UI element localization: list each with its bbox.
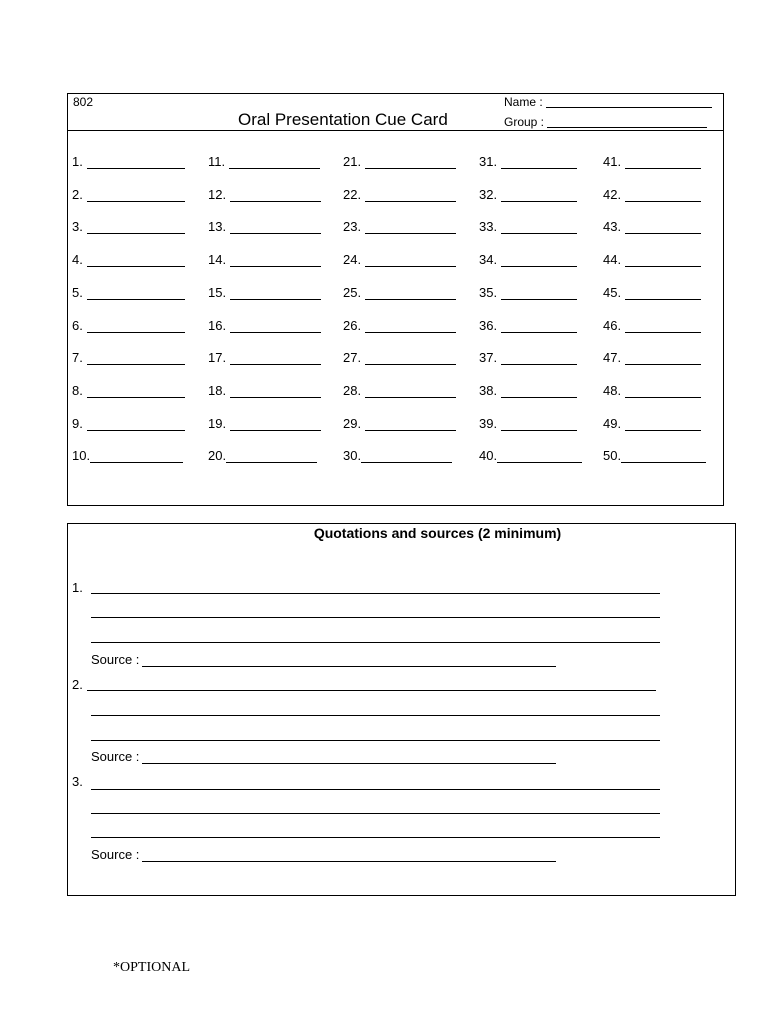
quotation-blank-line[interactable] <box>91 642 660 643</box>
item-number: 3. <box>72 219 83 235</box>
source-blank-line[interactable] <box>142 849 556 862</box>
item-blank-line[interactable] <box>87 287 185 300</box>
item-number: 34. <box>479 252 498 268</box>
item-blank-line[interactable] <box>365 156 456 169</box>
numbered-blank-item[interactable] <box>208 252 321 267</box>
numbered-blank-item[interactable] <box>343 350 456 365</box>
item-blank-line[interactable] <box>501 418 577 431</box>
numbered-blank-item[interactable] <box>72 416 185 431</box>
numbered-blank-item[interactable] <box>72 252 185 267</box>
item-number: 31. <box>479 154 498 169</box>
item-number: 9. <box>72 415 83 431</box>
numbered-blank-item[interactable] <box>479 219 577 234</box>
quotations-section <box>67 523 736 896</box>
numbered-blank-item[interactable] <box>208 318 321 333</box>
numbered-blank-item[interactable] <box>603 154 701 169</box>
item-number: 15. <box>208 284 227 300</box>
item-blank-line[interactable] <box>501 156 577 169</box>
quotation-blank-line[interactable] <box>91 740 660 741</box>
item-blank-line[interactable] <box>365 189 456 202</box>
numbered-blank-item[interactable] <box>343 154 456 169</box>
item-blank-line[interactable] <box>365 221 456 234</box>
quotation-blank-line[interactable] <box>91 593 660 594</box>
numbered-blank-item[interactable] <box>479 416 577 431</box>
numbered-blank-item[interactable] <box>72 448 183 463</box>
quotation-blank-line[interactable] <box>91 789 660 790</box>
item-number: 11. <box>208 154 226 169</box>
item-number: 45. <box>603 284 622 300</box>
numbered-blank-item[interactable] <box>343 416 456 431</box>
item-blank-line[interactable] <box>625 156 701 169</box>
item-number: 6. <box>72 317 83 333</box>
numbered-blank-item[interactable] <box>72 187 185 202</box>
numbered-blank-item[interactable] <box>72 285 185 300</box>
item-blank-line[interactable] <box>497 450 582 463</box>
numbered-blank-item[interactable] <box>479 383 577 398</box>
item-blank-line[interactable] <box>365 320 456 333</box>
item-number: 30. <box>343 448 362 464</box>
item-number: 39. <box>479 415 498 431</box>
optional-note: *OPTIONAL <box>113 960 190 975</box>
item-blank-line[interactable] <box>230 221 321 234</box>
item-number: 32. <box>479 186 498 202</box>
item-blank-line[interactable] <box>230 385 321 398</box>
numbered-blank-item[interactable] <box>208 219 321 234</box>
item-number: 43. <box>603 219 622 235</box>
item-number: 14. <box>208 252 227 268</box>
item-blank-line[interactable] <box>625 418 701 431</box>
numbered-blank-item[interactable] <box>343 285 456 300</box>
name-blank-line[interactable] <box>546 96 712 108</box>
item-number: 28. <box>343 382 362 398</box>
item-number: 17. <box>208 350 227 366</box>
numbered-blank-item[interactable] <box>208 416 321 431</box>
numbered-blank-item[interactable] <box>479 318 577 333</box>
item-number: 36. <box>479 317 498 333</box>
item-number: 44. <box>603 252 622 268</box>
item-blank-line[interactable] <box>90 450 183 463</box>
item-blank-line[interactable] <box>625 254 701 267</box>
item-number: 18. <box>208 382 227 398</box>
group-blank-line[interactable] <box>547 116 707 128</box>
item-number: 23. <box>343 219 362 235</box>
item-number: 10. <box>72 448 91 464</box>
numbered-blank-item[interactable] <box>479 448 582 463</box>
item-blank-line[interactable] <box>501 320 577 333</box>
item-blank-line[interactable] <box>229 156 320 169</box>
source-blank-line[interactable] <box>142 751 556 764</box>
numbered-blank-item[interactable] <box>343 318 456 333</box>
item-blank-line[interactable] <box>365 254 456 267</box>
item-number: 4. <box>72 252 83 268</box>
item-blank-line[interactable] <box>230 254 321 267</box>
cue-card <box>67 93 724 506</box>
quotation-blank-line[interactable] <box>91 715 660 716</box>
name-field[interactable] <box>504 95 712 109</box>
item-number: 40. <box>479 448 498 464</box>
item-blank-line[interactable] <box>501 352 577 365</box>
numbered-blank-item[interactable] <box>343 187 456 202</box>
numbered-blank-item[interactable] <box>479 252 577 267</box>
item-blank-line[interactable] <box>230 352 321 365</box>
item-blank-line[interactable] <box>87 320 185 333</box>
item-blank-line[interactable] <box>365 418 456 431</box>
item-blank-line[interactable] <box>87 254 185 267</box>
item-blank-line[interactable] <box>87 385 185 398</box>
numbered-blank-item[interactable] <box>343 219 456 234</box>
item-number: 2. <box>72 186 83 202</box>
numbered-blank-item[interactable] <box>603 416 701 431</box>
item-blank-line[interactable] <box>365 385 456 398</box>
group-field[interactable] <box>504 115 707 129</box>
item-number: 25. <box>343 284 362 300</box>
item-number: 27. <box>343 350 362 366</box>
item-blank-line[interactable] <box>226 450 317 463</box>
numbered-blank-item[interactable] <box>343 448 452 463</box>
numbered-blank-item[interactable] <box>208 285 321 300</box>
item-blank-line[interactable] <box>625 352 701 365</box>
item-blank-line[interactable] <box>625 287 701 300</box>
source-field[interactable] <box>91 652 556 667</box>
numbered-blank-item[interactable] <box>72 318 185 333</box>
item-blank-line[interactable] <box>230 287 321 300</box>
quotation-blank-line[interactable] <box>87 690 656 691</box>
item-blank-line[interactable] <box>501 287 577 300</box>
numbered-blank-item[interactable] <box>208 154 320 169</box>
item-blank-line[interactable] <box>625 320 701 333</box>
item-blank-line[interactable] <box>87 156 185 169</box>
item-blank-line[interactable] <box>87 221 185 234</box>
numbered-blank-item[interactable] <box>603 383 701 398</box>
item-number: 35. <box>479 284 498 300</box>
numbered-blank-item[interactable] <box>603 448 706 463</box>
item-blank-line[interactable] <box>625 385 701 398</box>
numbered-blank-item[interactable] <box>208 383 321 398</box>
item-blank-line[interactable] <box>230 418 321 431</box>
item-number: 26. <box>343 317 362 333</box>
item-blank-line[interactable] <box>230 189 321 202</box>
item-number: 20. <box>208 448 227 464</box>
numbered-blank-item[interactable] <box>72 219 185 234</box>
numbered-blank-item[interactable] <box>479 154 577 169</box>
numbered-blank-item[interactable] <box>208 187 321 202</box>
item-number: 42. <box>603 186 622 202</box>
quotations-title: Quotations and sources (2 minimum) <box>313 525 562 541</box>
numbered-blank-item[interactable] <box>603 350 701 365</box>
item-number: 24. <box>343 252 362 268</box>
item-number: 12. <box>208 186 227 202</box>
numbered-blank-item[interactable] <box>208 448 317 463</box>
item-blank-line[interactable] <box>501 221 577 234</box>
item-number: 13. <box>208 219 227 235</box>
item-number: 16. <box>208 317 227 333</box>
item-blank-line[interactable] <box>87 418 185 431</box>
item-number: 19. <box>208 415 227 431</box>
numbered-blank-item[interactable] <box>343 252 456 267</box>
item-blank-line[interactable] <box>365 352 456 365</box>
item-blank-line[interactable] <box>87 352 185 365</box>
item-number: 21. <box>343 154 362 169</box>
numbered-blank-item[interactable] <box>479 285 577 300</box>
item-blank-line[interactable] <box>501 385 577 398</box>
numbered-blank-item[interactable] <box>479 187 577 202</box>
card-code: 802 <box>73 95 94 109</box>
item-blank-line[interactable] <box>87 189 185 202</box>
quotation-blank-line[interactable] <box>91 837 660 838</box>
numbered-blank-item[interactable] <box>603 285 701 300</box>
item-number: 49. <box>603 415 622 431</box>
item-number: 50. <box>603 448 622 464</box>
source-field[interactable] <box>91 749 556 764</box>
source-label: Source : <box>91 652 140 667</box>
card-header <box>68 94 723 131</box>
item-number: 48. <box>603 382 622 398</box>
numbered-blank-item[interactable] <box>479 350 577 365</box>
numbered-blank-item[interactable] <box>72 350 185 365</box>
numbered-blank-item[interactable] <box>603 187 701 202</box>
item-number: 1. <box>72 154 83 169</box>
source-blank-line[interactable] <box>142 654 556 667</box>
quotation-number: 3. <box>72 774 83 789</box>
numbered-blank-item[interactable] <box>603 252 701 267</box>
card-title: Oral Presentation Cue Card <box>238 110 448 129</box>
item-number: 38. <box>479 382 498 398</box>
item-number: 29. <box>343 415 362 431</box>
numbered-blank-item[interactable] <box>343 383 456 398</box>
quotation-number: 2. <box>72 677 83 692</box>
numbered-blank-item[interactable] <box>603 318 701 333</box>
item-blank-line[interactable] <box>361 450 452 463</box>
item-number: 47. <box>603 350 622 366</box>
group-label: Group : <box>504 115 545 129</box>
item-number: 5. <box>72 284 83 300</box>
source-field[interactable] <box>91 847 556 862</box>
numbered-blank-item[interactable] <box>72 383 185 398</box>
source-label: Source : <box>91 847 140 862</box>
item-blank-line[interactable] <box>501 189 577 202</box>
item-number: 8. <box>72 382 83 398</box>
numbered-blank-item[interactable] <box>72 154 185 169</box>
quotation-number: 1. <box>72 580 83 595</box>
numbered-blank-item[interactable] <box>603 219 701 234</box>
item-number: 33. <box>479 219 498 235</box>
item-number: 46. <box>603 317 622 333</box>
item-number: 37. <box>479 350 498 366</box>
item-blank-line[interactable] <box>621 450 706 463</box>
item-blank-line[interactable] <box>625 189 701 202</box>
numbered-blank-item[interactable] <box>208 350 321 365</box>
item-blank-line[interactable] <box>625 221 701 234</box>
source-label: Source : <box>91 749 140 764</box>
quotation-blank-line[interactable] <box>91 813 660 814</box>
item-blank-line[interactable] <box>230 320 321 333</box>
item-number: 41. <box>603 154 622 169</box>
item-number: 22. <box>343 186 362 202</box>
item-number: 7. <box>72 350 83 366</box>
item-blank-line[interactable] <box>365 287 456 300</box>
item-blank-line[interactable] <box>501 254 577 267</box>
quotation-blank-line[interactable] <box>91 617 660 618</box>
name-label: Name : <box>504 95 543 109</box>
